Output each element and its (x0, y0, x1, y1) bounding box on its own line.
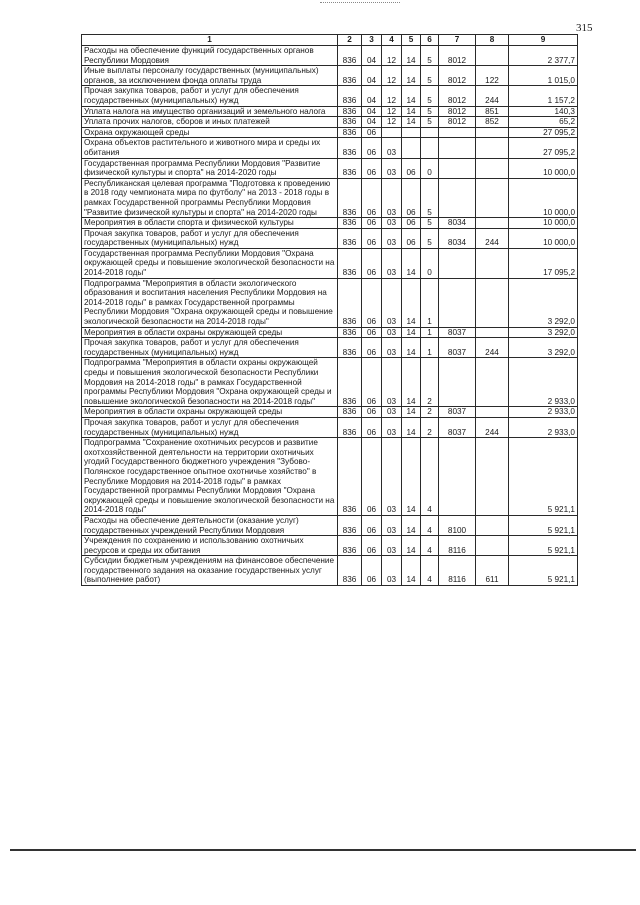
row-code-cell: 5 (421, 218, 439, 229)
column-header-8: 8 (476, 35, 509, 46)
row-code-cell: 06 (362, 358, 382, 407)
budget-table (81, 34, 578, 586)
table-row (82, 556, 578, 586)
row-code-cell: 12 (382, 66, 402, 86)
row-amount-cell: 2 377,7 (509, 46, 578, 66)
row-amount-cell: 2 933,0 (509, 407, 578, 418)
row-code-cell: 03 (382, 178, 402, 217)
row-code-cell: 852 (476, 117, 509, 128)
row-code-cell: 5 (421, 106, 439, 117)
row-code-cell: 14 (402, 106, 421, 117)
column-header-6: 6 (421, 35, 439, 46)
table-row (82, 358, 578, 407)
row-name-cell: Мероприятия в области охраны окружающей среды (82, 407, 338, 418)
row-amount-cell: 5 921,1 (509, 438, 578, 516)
row-code-cell: 244 (476, 417, 509, 437)
row-code-cell: 14 (402, 327, 421, 338)
row-code-cell: 5 (421, 86, 439, 106)
row-code-cell: 14 (402, 278, 421, 327)
row-code-cell: 836 (338, 248, 362, 278)
row-code-cell: 14 (402, 66, 421, 86)
row-code-cell: 8034 (439, 218, 476, 229)
row-code-cell: 836 (338, 218, 362, 229)
table-row (82, 248, 578, 278)
row-code-cell: 06 (402, 218, 421, 229)
row-code-cell: 12 (382, 117, 402, 128)
row-code-cell: 14 (402, 46, 421, 66)
column-header-4: 4 (382, 35, 402, 46)
table-row (82, 407, 578, 418)
row-code-cell (476, 438, 509, 516)
row-code-cell: 836 (338, 338, 362, 358)
row-code-cell: 06 (362, 438, 382, 516)
row-name-cell: Прочая закупка товаров, работ и услуг для обеспечения государственных (муниципальных) нужд (82, 86, 338, 106)
row-code-cell: 03 (382, 556, 402, 586)
table-row (82, 327, 578, 338)
row-code-cell: 836 (338, 228, 362, 248)
row-code-cell: 03 (382, 158, 402, 178)
row-amount-cell: 5 921,1 (509, 515, 578, 535)
row-code-cell: 244 (476, 86, 509, 106)
row-name-cell: Расходы на обеспечение функций государственных органов Республики Мордовия (82, 46, 338, 66)
table-row (82, 86, 578, 106)
row-code-cell: 1 (421, 278, 439, 327)
row-code-cell: 8037 (439, 417, 476, 437)
row-name-cell: Мероприятия в области охраны окружающей среды (82, 327, 338, 338)
row-code-cell (476, 278, 509, 327)
row-code-cell: 836 (338, 327, 362, 338)
column-header-5: 5 (402, 35, 421, 46)
row-name-cell: Прочая закупка товаров, работ и услуг для обеспечения государственных (муниципальных) нужд (82, 417, 338, 437)
row-amount-cell: 1 015,0 (509, 66, 578, 86)
row-code-cell: 122 (476, 66, 509, 86)
row-code-cell (439, 438, 476, 516)
row-code-cell: 836 (338, 106, 362, 117)
row-code-cell: 06 (362, 338, 382, 358)
row-code-cell: 14 (402, 86, 421, 106)
row-code-cell: 03 (382, 218, 402, 229)
row-code-cell: 06 (362, 556, 382, 586)
row-code-cell: 03 (382, 278, 402, 327)
table-row (82, 178, 578, 217)
row-amount-cell: 2 933,0 (509, 417, 578, 437)
row-code-cell: 06 (362, 127, 382, 138)
row-code-cell: 836 (338, 358, 362, 407)
table-header-row (82, 35, 578, 46)
row-name-cell: Иные выплаты персоналу государственных (муниципальных) органов, за исключением фонда оплаты труда (82, 66, 338, 86)
row-code-cell (421, 127, 439, 138)
row-code-cell: 0 (421, 248, 439, 278)
row-code-cell: 14 (402, 438, 421, 516)
row-code-cell: 03 (382, 515, 402, 535)
row-code-cell: 06 (362, 178, 382, 217)
table-row (82, 158, 578, 178)
row-code-cell: 4 (421, 515, 439, 535)
row-code-cell (439, 127, 476, 138)
row-name-cell: Уплата налога на имущество организаций и земельного налога (82, 106, 338, 117)
row-code-cell (439, 248, 476, 278)
row-code-cell: 5 (421, 178, 439, 217)
table-row (82, 338, 578, 358)
row-code-cell: 06 (362, 278, 382, 327)
row-code-cell: 06 (402, 228, 421, 248)
row-amount-cell: 3 292,0 (509, 327, 578, 338)
row-code-cell: 14 (402, 536, 421, 556)
table-body (82, 46, 578, 586)
row-amount-cell: 5 921,1 (509, 536, 578, 556)
row-amount-cell: 5 921,1 (509, 556, 578, 586)
row-code-cell: 8116 (439, 536, 476, 556)
row-name-cell: Республиканская целевая программа "Подготовка к проведению в 2018 году чемпионата мира по футболу" на 2013 - 2018 годы в рамках Государственной программы Республики Мордовия "Развитие физической культуры и спорта" на 2014-2020 годы (82, 178, 338, 217)
row-code-cell: 836 (338, 46, 362, 66)
row-code-cell: 1 (421, 338, 439, 358)
column-header-9: 9 (509, 35, 578, 46)
row-code-cell: 5 (421, 228, 439, 248)
row-code-cell (439, 358, 476, 407)
row-code-cell (476, 358, 509, 407)
row-code-cell: 04 (362, 46, 382, 66)
row-code-cell: 2 (421, 417, 439, 437)
row-code-cell: 8116 (439, 556, 476, 586)
row-amount-cell: 140,3 (509, 106, 578, 117)
row-amount-cell: 2 933,0 (509, 358, 578, 407)
row-code-cell: 14 (402, 358, 421, 407)
row-code-cell (476, 248, 509, 278)
row-code-cell (476, 178, 509, 217)
row-code-cell (476, 158, 509, 178)
row-code-cell: 03 (382, 327, 402, 338)
scan-top-mark (320, 2, 400, 9)
row-code-cell: 8034 (439, 228, 476, 248)
row-code-cell: 836 (338, 438, 362, 516)
row-code-cell: 14 (402, 117, 421, 128)
row-name-cell: Подпрограмма "Мероприятия в области экологического образования и воспитания населения Республики Мордовия на 2014-2018 годы" в рамках Государственной программы Республики Мордовия "Охрана окружающей среды и повышение экологической безопасности на 2014-2018 годы" (82, 278, 338, 327)
row-code-cell: 836 (338, 86, 362, 106)
row-code-cell: 8037 (439, 407, 476, 418)
column-header-1: 1 (82, 35, 338, 46)
column-header-7: 7 (439, 35, 476, 46)
row-code-cell (421, 138, 439, 158)
row-amount-cell: 10 000,0 (509, 228, 578, 248)
row-code-cell: 4 (421, 536, 439, 556)
row-name-cell: Мероприятия в области спорта и физической культуры (82, 218, 338, 229)
row-code-cell: 1 (421, 327, 439, 338)
row-code-cell: 2 (421, 358, 439, 407)
table-row (82, 515, 578, 535)
row-code-cell (476, 407, 509, 418)
row-amount-cell: 27 095,2 (509, 127, 578, 138)
row-amount-cell: 17 095,2 (509, 248, 578, 278)
row-name-cell: Государственная программа Республики Мордовия "Развитие физической культуры и спорта" на 2014-2020 годы (82, 158, 338, 178)
row-code-cell: 06 (362, 407, 382, 418)
row-name-cell: Охрана объектов растительного и животного мира и среды их обитания (82, 138, 338, 158)
row-code-cell: 8037 (439, 327, 476, 338)
table-row (82, 417, 578, 437)
row-code-cell: 4 (421, 438, 439, 516)
row-code-cell: 14 (402, 407, 421, 418)
row-amount-cell: 1 157,2 (509, 86, 578, 106)
row-name-cell: Прочая закупка товаров, работ и услуг для обеспечения государственных (муниципальных) нужд (82, 338, 338, 358)
row-code-cell (476, 536, 509, 556)
row-name-cell: Прочая закупка товаров, работ и услуг для обеспечения государственных (муниципальных) нужд (82, 228, 338, 248)
row-code-cell: 2 (421, 407, 439, 418)
row-code-cell: 03 (382, 338, 402, 358)
row-code-cell: 06 (362, 218, 382, 229)
row-code-cell: 14 (402, 338, 421, 358)
row-code-cell: 836 (338, 178, 362, 217)
column-header-3: 3 (362, 35, 382, 46)
row-code-cell: 836 (338, 158, 362, 178)
row-code-cell (382, 127, 402, 138)
row-code-cell: 611 (476, 556, 509, 586)
row-code-cell (439, 138, 476, 158)
row-code-cell: 14 (402, 556, 421, 586)
row-code-cell: 244 (476, 338, 509, 358)
row-code-cell: 8012 (439, 66, 476, 86)
row-code-cell: 03 (382, 228, 402, 248)
row-code-cell: 14 (402, 248, 421, 278)
row-code-cell: 06 (362, 228, 382, 248)
row-code-cell (476, 327, 509, 338)
row-code-cell: 12 (382, 46, 402, 66)
row-code-cell: 12 (382, 106, 402, 117)
row-code-cell (402, 138, 421, 158)
row-code-cell: 244 (476, 228, 509, 248)
row-code-cell: 06 (362, 417, 382, 437)
row-code-cell (476, 218, 509, 229)
row-code-cell: 836 (338, 278, 362, 327)
row-code-cell: 06 (362, 536, 382, 556)
row-code-cell: 8100 (439, 515, 476, 535)
row-name-cell: Подпрограмма "Сохранение охотничьих ресурсов и развитие охотхозяйственной деятельности на территории охотничьих угодий Государственного бюджетного учреждения "Зубово-Полянское государственное опытное охотничье хозяйство" в Республике Мордовия на 2014-2018 годы" в рамках Государственной программы Республики Мордовия "Охрана окружающей среды и повышение экологической безопасности на 2014-2018 годы" (82, 438, 338, 516)
row-code-cell: 03 (382, 438, 402, 516)
row-code-cell: 14 (402, 417, 421, 437)
row-code-cell: 04 (362, 117, 382, 128)
row-code-cell: 12 (382, 86, 402, 106)
row-code-cell: 03 (382, 417, 402, 437)
table-row (82, 117, 578, 128)
row-code-cell: 851 (476, 106, 509, 117)
row-code-cell: 5 (421, 46, 439, 66)
row-code-cell: 836 (338, 407, 362, 418)
table-row (82, 66, 578, 86)
row-code-cell: 06 (362, 158, 382, 178)
table-row (82, 536, 578, 556)
row-code-cell: 836 (338, 515, 362, 535)
table-row (82, 46, 578, 66)
row-code-cell: 4 (421, 556, 439, 586)
row-code-cell: 8037 (439, 338, 476, 358)
row-code-cell: 836 (338, 556, 362, 586)
row-code-cell: 8012 (439, 106, 476, 117)
row-code-cell (402, 127, 421, 138)
row-name-cell: Уплата прочих налогов, сборов и иных платежей (82, 117, 338, 128)
row-code-cell: 14 (402, 515, 421, 535)
table-row (82, 106, 578, 117)
row-code-cell: 06 (362, 138, 382, 158)
table-row (82, 278, 578, 327)
row-code-cell: 03 (382, 407, 402, 418)
row-code-cell: 03 (382, 248, 402, 278)
table-row (82, 127, 578, 138)
row-code-cell: 836 (338, 117, 362, 128)
row-name-cell: Государственная программа Республики Мордовия "Охрана окружающей среды и повышение экологической безопасности на 2014-2018 годы" (82, 248, 338, 278)
row-code-cell (476, 138, 509, 158)
column-header-2: 2 (338, 35, 362, 46)
row-code-cell (476, 46, 509, 66)
row-amount-cell: 65,2 (509, 117, 578, 128)
row-name-cell: Охрана окружающей среды (82, 127, 338, 138)
row-code-cell: 8012 (439, 46, 476, 66)
row-name-cell: Учреждения по сохранению и использованию охотничьих ресурсов и среды их обитания (82, 536, 338, 556)
row-code-cell: 836 (338, 138, 362, 158)
row-code-cell: 836 (338, 536, 362, 556)
row-code-cell (439, 278, 476, 327)
row-code-cell (476, 127, 509, 138)
row-code-cell: 0 (421, 158, 439, 178)
row-code-cell: 836 (338, 66, 362, 86)
row-code-cell: 04 (362, 66, 382, 86)
page-bottom-rule (10, 849, 636, 851)
row-amount-cell: 3 292,0 (509, 278, 578, 327)
row-code-cell: 03 (382, 536, 402, 556)
table-row (82, 138, 578, 158)
row-code-cell: 06 (402, 158, 421, 178)
row-code-cell: 06 (362, 248, 382, 278)
row-code-cell: 5 (421, 117, 439, 128)
row-code-cell: 836 (338, 417, 362, 437)
row-code-cell: 836 (338, 127, 362, 138)
row-amount-cell: 27 095,2 (509, 138, 578, 158)
row-name-cell: Субсидии бюджетным учреждениям на финансовое обеспечение государственного задания на оказание государственных услуг (выполнение работ) (82, 556, 338, 586)
row-code-cell: 06 (362, 515, 382, 535)
row-amount-cell: 10 000,0 (509, 158, 578, 178)
row-code-cell: 04 (362, 86, 382, 106)
table-row (82, 228, 578, 248)
page-number: 315 (576, 22, 593, 34)
row-code-cell: 03 (382, 358, 402, 407)
row-amount-cell: 3 292,0 (509, 338, 578, 358)
row-code-cell: 8012 (439, 117, 476, 128)
row-code-cell: 8012 (439, 86, 476, 106)
row-code-cell: 03 (382, 138, 402, 158)
row-name-cell: Подпрограмма "Мероприятия в области охраны окружающей среды и повышения экологической безопасности Республики Мордовия на 2014-2018 годы" в рамках Государственной программы Республики Мордовия "Охрана окружающей среды и повышение экологической безопасности на 2014-2018 годы" (82, 358, 338, 407)
row-code-cell: 04 (362, 106, 382, 117)
table-row (82, 438, 578, 516)
row-code-cell: 06 (402, 178, 421, 217)
row-code-cell: 06 (362, 327, 382, 338)
table-row (82, 218, 578, 229)
row-code-cell (439, 178, 476, 217)
row-code-cell (439, 158, 476, 178)
row-amount-cell: 10 000,0 (509, 218, 578, 229)
row-code-cell (476, 515, 509, 535)
row-amount-cell: 10 000,0 (509, 178, 578, 217)
row-code-cell: 5 (421, 66, 439, 86)
row-name-cell: Расходы на обеспечение деятельности (оказание услуг) государственных учреждений Республики Мордовия (82, 515, 338, 535)
